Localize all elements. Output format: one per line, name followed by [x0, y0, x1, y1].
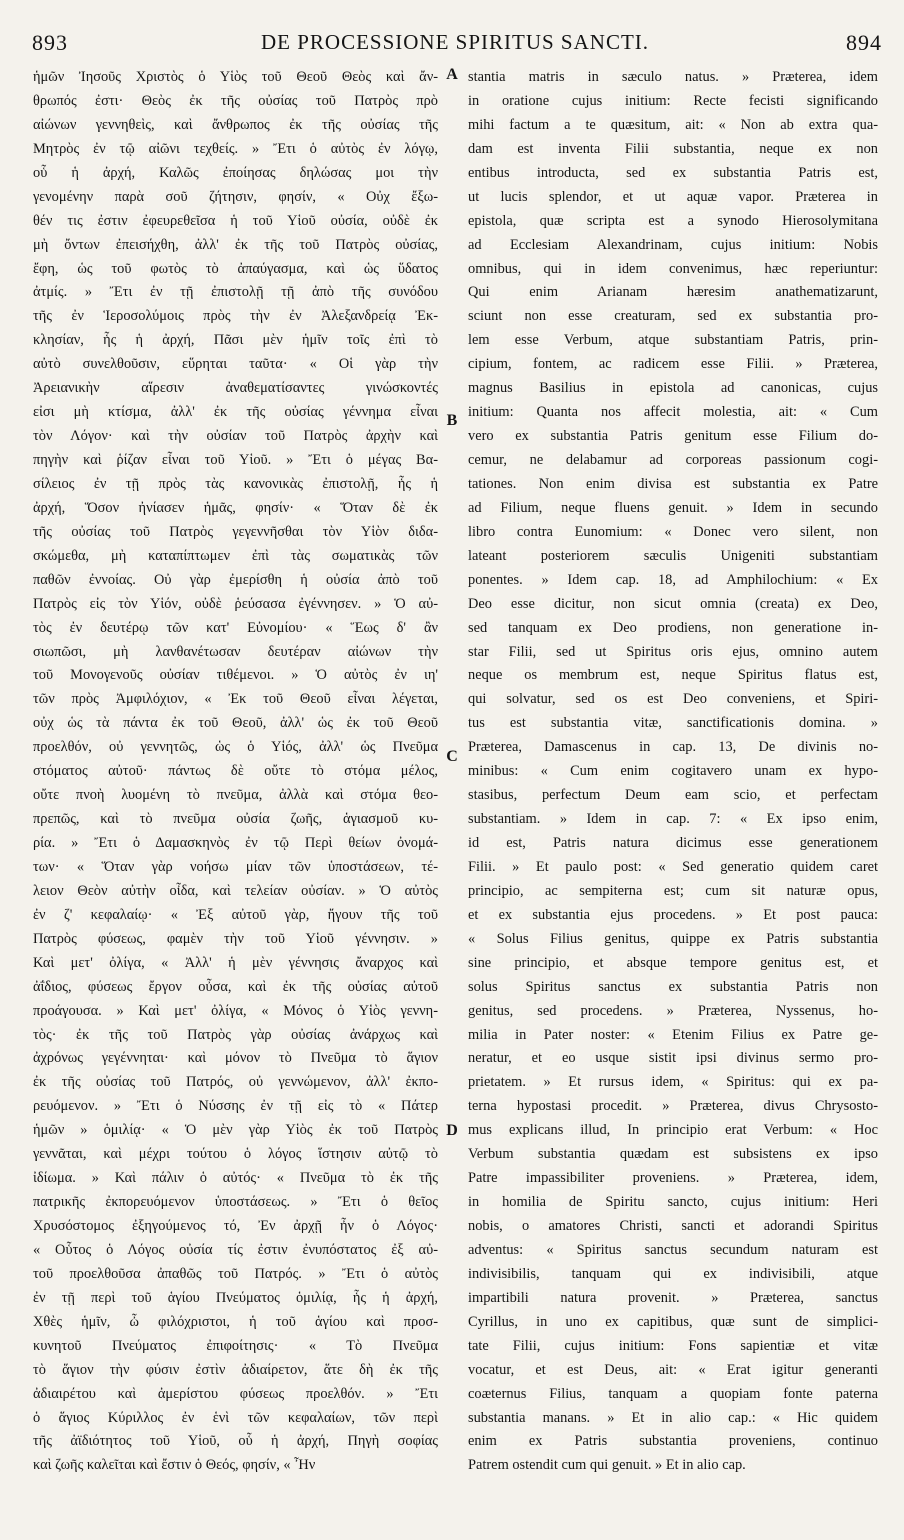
greek-text-line: αἰώνων γεννηθεὶς, καὶ ἄνθρωπος ἐκ τῆς οὐσίας τῆς: [33, 116, 438, 133]
latin-text-line: vero ex substantia Patris genitum esse Filium do-: [468, 428, 878, 445]
greek-text-line: καὶ ζωῆς καλεῖται καὶ ἔστιν ὁ Θεός, φησίν, « Ἦν: [33, 1457, 316, 1474]
greek-text-line: ἀτμίς. » Ἔτι ἐν τῇ ἐπιστολῇ τῇ ἀπὸ τῆς συνόδου: [33, 284, 438, 301]
greek-text-line: τὸς ἐν δευτέρῳ τῶν κατ' Εὐνομίου· « Ἕως δ' ἂν: [33, 619, 438, 636]
greek-text-line: ἔφη, ὡς τοῦ φωτὸς τὸ ἀπαύγασμα, καὶ ὡς ὕδατος: [33, 260, 438, 277]
greek-text-line: Χρυσόστομος ἐξηγούμενος τό, Ἐν ἀρχῇ ἦν ὁ Λόγος·: [33, 1218, 438, 1234]
latin-text-line: adventus: « Spiritus sanctus secundum naturam est: [468, 1241, 878, 1258]
greek-text-line: σιωπῶσι, μὴ λανθανέτωσαν δευτέραν αἰώνων τὴν: [33, 643, 438, 660]
latin-text-line: Præterea, Damascenus in cap. 13, De divinis no-: [468, 739, 878, 756]
greek-text-line: τῆς ἐν Ἱεροσολύμοις πρὸς τὴν ἐν Ἀλεξανδρείᾳ Ἐκ-: [33, 308, 438, 325]
greek-text-column: [33, 66, 438, 1478]
greek-text-line: στόματος αὐτοῦ· πάντως δὲ οὔτε τὸ στόμα μέλος,: [33, 763, 438, 780]
greek-text-line: τὸν Λόγον· καὶ τὴν οὐσίαν τοῦ Πατρὸς ἀρχὴν καὶ: [33, 428, 438, 445]
margin-letter-a: A: [446, 66, 458, 83]
margin-letter-d: D: [446, 1122, 458, 1139]
greek-text-line: ἡμῶν Ἰησοῦς Χριστὸς ὁ Υἱὸς τοῦ Θεοῦ Θεὸς καὶ ἄν-: [33, 69, 438, 85]
greek-text-line: κυνητοῦ Πνεύματος ἐπιφοίτησις· « Τὸ Πνεῦμα: [33, 1337, 438, 1354]
latin-text-line: enim ex Patris substantia proveniens, continuo: [468, 1433, 878, 1450]
latin-text-line: sciunt non esse creaturam, sed ex substantia pro-: [468, 308, 878, 325]
latin-text-line: entibus introducta, sed ex substantia Patris est,: [468, 164, 878, 181]
greek-text-line: οὔτε πνοὴ λυομένη τὸ πνεῦμα, ἀλλὰ καὶ στόμα θεο-: [33, 787, 438, 804]
greek-text-line: γενομένην παρὰ σοῦ ζήτησιν, φησίν, « Οὐχ ἔξω-: [33, 188, 438, 205]
greek-text-line: τῆς οὐσίας τοῦ Πατρὸς γεγεννῆσθαι τὸν Υἱὸν διδα-: [33, 523, 438, 540]
greek-text-line: ἡμῶν » ὁμιλίᾳ· « Ὁ μὲν γὰρ Υἱὸς ἐκ τοῦ Πατρὸς: [33, 1122, 438, 1139]
latin-text-line: sine principio, et absque tempore genitus est, et: [468, 954, 878, 971]
greek-text-line: γεννᾶται, καὶ μέχρι τούτου ὁ λόγος ἵστησιν αὐτῷ τὸ: [33, 1146, 438, 1163]
latin-text-line: principio, ac sempiterna est; cum sit naturæ opus,: [468, 882, 878, 899]
greek-text-line: Χθὲς ἡμῖν, ὦ φιλόχριστοι, ἡ τοῦ ἁγίου καὶ προσ-: [33, 1313, 438, 1330]
greek-text-line: σίλειος ἐν τῇ πρὸς τὰς κανονικὰς ἐπιστολῇ, ἧς ἡ: [33, 475, 438, 492]
greek-text-line: πατρικῆς ἐκπορευόμενον ὑποστάσεως. » Ἔτι ὁ θεῖος: [33, 1194, 438, 1211]
greek-text-line: Πατρὸς εἰς τὸν Υἱόν, οὐδὲ ῥεύσασα ἐγέννησεν. » Ὁ αὐ-: [33, 595, 438, 612]
latin-text-line: terna hypostasi procedit. » Præterea, divus Chrysosto-: [468, 1098, 878, 1115]
latin-text-line: cemur, ne delabamur ad corporeas passionum cogi-: [468, 452, 878, 468]
latin-text-line: Qui enim Arianam hæresim anathematizarunt,: [468, 284, 878, 301]
latin-text-line: stasibus, perfectum Deum eam scio, et perfectam: [468, 787, 878, 804]
greek-text-line: πρεπῶς, καὶ τὸ πνεῦμα οὐσία ζωῆς, ἁγιασμοῦ κυ-: [33, 811, 438, 828]
greek-text-line: τὸ ἅγιον τὴν φύσιν ἐστὶν ἀδιαίρετον, ἅτε δὴ ἐκ τῆς: [33, 1361, 438, 1378]
latin-text-line: tationes. Non enim divisa est substantia ex Patre: [468, 475, 878, 492]
greek-text-line: ἀρχή, Ὅσον ἠνίασεν ἡμᾶς, φησίν· « Ὅταν δὲ ἐκ: [33, 499, 438, 516]
greek-text-line: ἐν ζ' κεφαλαίῳ· « Ἐξ αὐτοῦ γὰρ, ἤγουν τῆς τοῦ: [33, 906, 438, 923]
greek-text-line: τοῦ Μονογενοῦς οὐσίαν τιθέμενοι. » Ὁ αὐτὸς ἐν ιη': [33, 667, 438, 684]
latin-text-line: milia in Pater noster: « Etenim Filius ex Patre ge-: [468, 1026, 878, 1043]
greek-text-line: ρία. » Ἔτι ὁ Δαμασκηνὸς ἐν τῷ Περὶ θείων ὀνομά-: [33, 835, 438, 851]
latin-text-line: in oratione cujus initium: Recte fecisti significando: [468, 92, 878, 109]
latin-text-line: et ex substantia ejus procedens. » Et post pauca:: [468, 906, 878, 923]
latin-text-line: omnibus, qui in idem convenimus, hæc reperiuntur:: [468, 260, 878, 277]
page-number-right: 894: [846, 30, 882, 55]
latin-text-line: libro contra Eunomium: « Donec vero silent, non: [468, 523, 878, 540]
latin-text-line: tus est substantia vitæ, sanctificationis domina. »: [468, 715, 878, 732]
latin-text-line: vocatur, et est Deus, ait: « Erat igitur generanti: [468, 1361, 878, 1378]
latin-text-line: indivisibilis, tanquam qui ex indivisibili, atque: [468, 1265, 878, 1282]
latin-text-line: qui solvatur, sed os est Deo conveniens, et Spiri-: [468, 691, 878, 708]
latin-text-line: sed tanquam ex Deo prodiens, non generatione in-: [468, 619, 878, 636]
latin-text-line: substantiam. » Idem in cap. 7: « Ex ipso enim,: [468, 811, 878, 828]
greek-text-line: οὐχ ὡς τὰ πάντα ἐκ τοῦ Θεοῦ, ἀλλ' ὡς ἐκ τοῦ Θεοῦ: [33, 715, 438, 732]
greek-text-line: « Οὗτος ὁ Λόγος οὐσία τίς ἐστιν ἐνυπόστατος ἐξ αὐ-: [33, 1241, 438, 1258]
greek-text-line: κλησίαν, ἧς ἡ ἀρχή, Πᾶσι μὲν ἡμῖν τοῖς ἐπὶ τὸ: [33, 332, 438, 349]
greek-text-line: παθῶν ἐννοίας. Οὐ γὰρ ἐμερίσθη ἡ οὐσία ἀπὸ τοῦ: [33, 571, 438, 588]
latin-text-line: minibus: « Cum enim cogitavero unam ex hypo-: [468, 763, 878, 780]
margin-letter-b: B: [446, 412, 458, 429]
greek-text-line: Μητρὸς ἐν τῷ αἰῶνι τεχθείς. » Ἔτι ὁ αὐτὸς ἐν λόγῳ,: [33, 140, 438, 157]
latin-text-line: epistola, quæ scripta est a synodo Hierosolymitana: [468, 212, 878, 229]
latin-text-line: magnus Basilius in epistola ad canonicas, cujus: [468, 380, 878, 397]
latin-text-line: impartibili natura provenit. » Præterea, sanctus: [468, 1289, 878, 1306]
latin-text-line: stantia matris in sæculo natus. » Præterea, idem: [468, 69, 878, 85]
latin-text-line: nobis, o amatores Christi, sancti et adorandi Spiritus: [468, 1218, 878, 1234]
latin-text-line: Filii. » Et paulo post: « Sed generatio quidem caret: [468, 858, 878, 875]
latin-text-line: neratur, et eo usque sistit ipsi divinus sermo pro-: [468, 1050, 878, 1067]
latin-text-line: lateant posteriorem sæculis Unigeniti substantiam: [468, 547, 878, 564]
latin-text-line: cipium, fontem, ac radicem esse Filii. » Præterea,: [468, 356, 878, 373]
latin-text-line: tate Filii, cujus initium: Fons sapientiæ et vitæ: [468, 1337, 878, 1354]
greek-text-line: τῆς ἀϊδιότητος τοῦ Υἱοῦ, οὗ ἡ ἀρχή, Πηγὴ σοφίας: [33, 1433, 438, 1450]
greek-text-line: τοῦ προελθοῦσα ἀπαθῶς τοῦ Πατρός. » Ἔτι ὁ αὐτὸς: [33, 1265, 438, 1282]
latin-text-line: Cyrillus, in uno ex capitibus, quæ sunt de simplici-: [468, 1313, 878, 1330]
latin-text-line: id est, Patris natura dicimus esse generationem: [468, 835, 878, 851]
latin-text-line: substantia manans. » Et in alio cap.: « Hic quidem: [468, 1409, 878, 1426]
greek-text-line: λειον Θεὸν αὐτὴν οἶδα, καὶ τελείαν οὐσίαν. » Ὁ αὐτὸς: [33, 882, 438, 899]
latin-text-line: Patrem ostendit cum qui genuit. » Et in alio cap.: [468, 1457, 746, 1474]
greek-text-line: πηγὴν καὶ ῥίζαν εἶναι τοῦ Υἱοῦ. » Ἔτι ὁ μέγας Βα-: [33, 452, 438, 468]
greek-text-line: ἀΐδιος, φύσεως ἔργον οὖσα, καὶ ἐκ τῆς οὐσίας αὐτοῦ: [33, 978, 438, 995]
greek-text-line: ἀχρόνως γεγέννηται· καὶ μόνον τὸ Πνεῦμα τὸ ἅγιον: [33, 1050, 438, 1067]
greek-text-line: εἰσι μὴ κτίσμα, ἀλλ' ἐκ τῆς οὐσίας γέννημα εἶναι: [33, 404, 438, 421]
latin-text-line: in homilia de Spiritu sancto, cujus initium: Heri: [468, 1194, 878, 1211]
latin-text-line: ponentes. » Idem cap. 18, ad Amphilochium: « Ex: [468, 571, 878, 588]
greek-text-line: ὁ ἅγιος Κύριλλος ἐν ἑνὶ τῶν κεφαλαίων, τῶν περὶ: [33, 1409, 438, 1426]
greek-text-line: των· « Ὅταν γὰρ νοήσω μίαν τῶν ὑποστάσεων, τέ-: [33, 858, 438, 875]
running-title: DE PROCESSIONE SPIRITUS SANCTI.: [260, 30, 650, 54]
greek-text-line: σκώμεθα, μὴ καταπίπτωμεν ἐπὶ τὰς σωματικὰς τῶν: [33, 547, 438, 564]
greek-text-line: ἀδιαιρέτου καὶ ἀμερίστου φύσεως προελθόν. » Ἔτι: [33, 1385, 438, 1402]
latin-text-line: ut lucis splendor, et ut aquæ vapor. Præterea in: [468, 188, 878, 205]
latin-text-line: solus Spiritus sanctus ex substantia Patris non: [468, 978, 878, 995]
running-header: [28, 24, 882, 64]
latin-text-line: neque os membrum est, neque Spiritus flatus est,: [468, 667, 878, 684]
latin-text-line: ad Filium, neque fluens genuit. » Idem in secundo: [468, 499, 878, 516]
margin-letter-c: C: [446, 748, 458, 765]
greek-text-line: ρευόμενον. » Ἔτι ὁ Νύσσης ἐν τῇ εἰς τὸ « Πάτερ: [33, 1098, 438, 1115]
latin-text-line: prietatem. » Et rursus idem, « Spiritus: qui ex pa-: [468, 1074, 878, 1091]
latin-text-line: genitus, sed procedens. » Præterea, Nyssenus, ho-: [468, 1002, 878, 1019]
latin-text-line: Deo esse dicitur, non sicut omnia (creata) ex Deo,: [468, 595, 878, 612]
latin-text-line: Verbum substantia quædam est subsistens ex ipso: [468, 1146, 878, 1163]
greek-text-line: Πατρὸς φύσεως, φαμὲν τὴν τοῦ Υἱοῦ γέννησιν. »: [33, 930, 438, 947]
latin-text-line: coæternus Filius, tanquam a quopiam fonte paterna: [468, 1385, 878, 1402]
greek-text-line: τὸς· ἐκ τῆς τοῦ Πατρὸς γὰρ οὐσίας ἀνάρχως καὶ: [33, 1026, 438, 1043]
greek-text-line: μὴ ὄντων ἐπεισήχθη, ἀλλ' ἐκ τῆς τοῦ Πατρὸς οὐσίας,: [33, 236, 438, 253]
latin-text-line: mus explicans illud, In principio erat Verbum: « Hoc: [468, 1122, 878, 1139]
latin-text-line: star Filii, sed ut Spiritus oris ejus, omnino autem: [468, 643, 878, 660]
greek-text-line: προελθόν, οὐ γεννητῶς, ὡς ὁ Υἱός, ἀλλ' ὡς Πνεῦμα: [33, 739, 438, 756]
greek-text-line: τῶν πρὸς Ἀμφιλόχιον, « Ἐκ τοῦ Θεοῦ εἶναι λέγεται,: [33, 691, 438, 708]
latin-text-line: ad Ecclesiam Alexandrinam, cujus initium: Nobis: [468, 236, 878, 253]
greek-text-line: θρωπός ἐστι· Θεὸς ἐκ τῆς οὐσίας τοῦ Πατρὸς πρὸ: [33, 92, 438, 109]
latin-text-line: Patre impassibiliter proveniens. » Præterea, idem,: [468, 1170, 878, 1187]
greek-text-line: ἰδίωμα. » Καὶ πάλιν ὁ αὐτός· « Πνεῦμα τὸ ἐκ τῆς: [33, 1170, 438, 1187]
greek-text-line: Ἀρειανικὴν αἵρεσιν ἀναθεματίσαντες γινώσκοντές: [33, 380, 438, 397]
greek-text-line: οὗ ἡ ἀρχή, Καλῶς ἐποίησας δηλώσας μοι τὴν: [33, 164, 438, 181]
greek-text-line: ἐν τῇ περὶ τοῦ ἁγίου Πνεύματος ὁμιλίᾳ, ἧς ἡ ἀρχή,: [33, 1289, 438, 1306]
latin-text-column: [468, 66, 878, 1478]
latin-text-line: « Solus Filius genitus, quippe ex Patris substantia: [468, 930, 878, 947]
latin-text-line: initium: Quanta nos affecit molestia, ait: « Cum: [468, 404, 878, 421]
latin-text-line: lem esse Verbum, atque substantiam Patris, prin-: [468, 332, 878, 349]
latin-text-line: mihi factum a te quæsitum, ait: « Non ab extra qua-: [468, 116, 878, 133]
page-number-left: 893: [32, 30, 68, 55]
latin-text-line: dam est inventa Filii substantia, neque ex non: [468, 140, 878, 157]
greek-text-line: ἐκ τῆς οὐσίας τοῦ Πατρός, οὐ γεννώμενον, ἀλλ' ἐκπο-: [33, 1074, 438, 1091]
greek-text-line: θέν τις ἐστιν ἐφευρεθεῖσα ἡ τοῦ Υἱοῦ οὐσία, οὐδὲ ἐκ: [33, 212, 438, 229]
greek-text-line: προάγουσα. » Καὶ μετ' ὀλίγα, « Μόνος ὁ Υἱὸς γεννη-: [33, 1002, 438, 1019]
greek-text-line: αὐτὸ συνελθοῦσιν, εὕρηται ταῦτα· « Οἱ γὰρ τὴν: [33, 356, 438, 373]
greek-text-line: Καὶ μετ' ὀλίγα, « Ἀλλ' ἡ μὲν γέννησις ἄναρχος καὶ: [33, 954, 438, 971]
